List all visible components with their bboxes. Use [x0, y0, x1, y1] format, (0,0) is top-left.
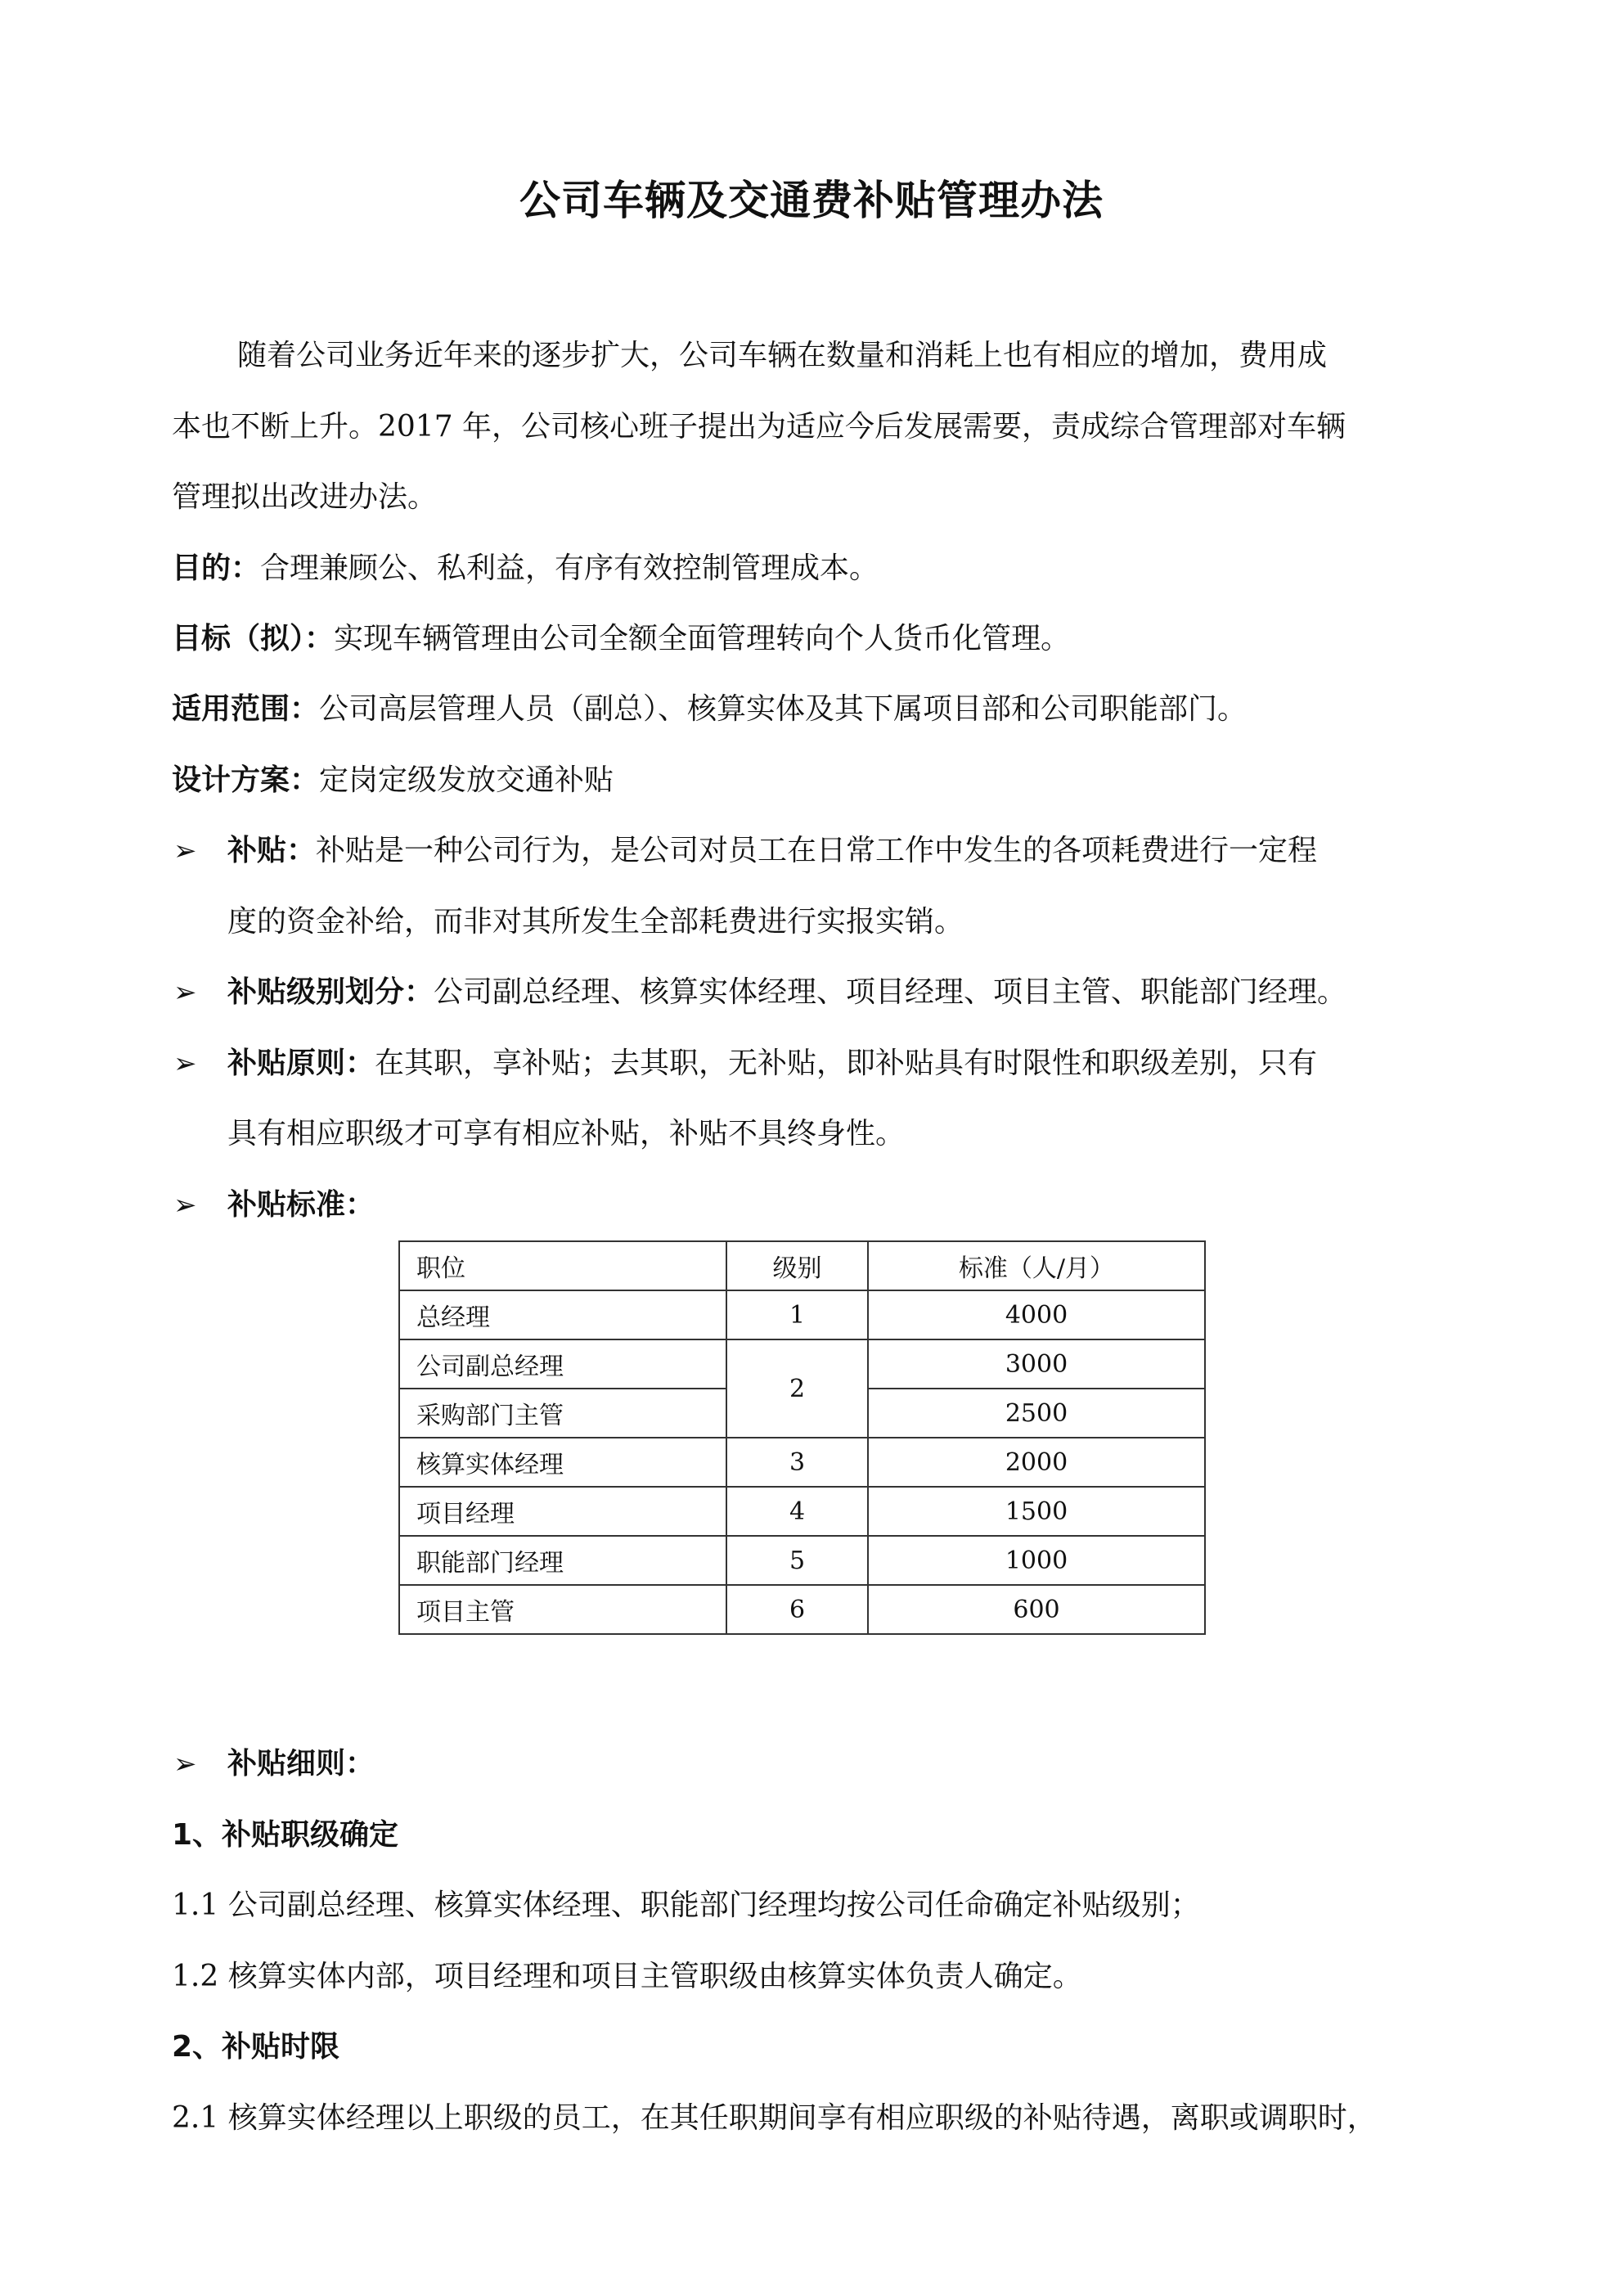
scope-label: 适用范围： — [172, 692, 320, 726]
cell-level: 6 — [726, 1585, 868, 1634]
cell-position: 采购部门主管 — [399, 1389, 726, 1438]
cell-standard: 2000 — [868, 1438, 1205, 1487]
subsidy-paragraph — [227, 831, 1471, 871]
standard-label: 补贴标准： — [227, 1188, 375, 1222]
subsidy-text-line-2: 度的资金补给，而非对其所发生全部耗费进行实报实销。 — [227, 905, 964, 939]
header-position: 职位 — [399, 1241, 726, 1290]
cell-position: 项目经理 — [399, 1487, 726, 1536]
table-row — [399, 1536, 1205, 1585]
section1-heading: 1、补贴职级确定 — [172, 1818, 399, 1852]
section1-item-1: 1.1 公司副总经理、核算实体经理、职能部门经理均按公司任命确定补贴级别； — [172, 1889, 1200, 1922]
cell-level-merged: 2 — [726, 1339, 868, 1438]
cell-standard: 2500 — [868, 1389, 1205, 1438]
cell-position: 公司副总经理 — [399, 1339, 726, 1389]
bullet-arrow-icon: ➢ — [173, 1189, 197, 1222]
header-level: 级别 — [726, 1241, 868, 1290]
document-title: 公司车辆及交通费补贴管理办法 — [519, 177, 1104, 224]
table-row — [399, 1438, 1205, 1487]
cell-standard: 1500 — [868, 1487, 1205, 1536]
goal-label: 目标（拟）： — [172, 622, 335, 655]
table-row — [399, 1585, 1205, 1634]
cell-standard: 1000 — [868, 1536, 1205, 1585]
levels-paragraph — [227, 973, 1471, 1012]
rules-heading — [227, 1745, 1471, 1784]
purpose-paragraph — [172, 549, 1464, 588]
scope-text: 公司高层管理人员（副总）、核算实体及其下属项目部和公司职能部门。 — [319, 692, 1248, 726]
header-standard: 标准（人/月） — [868, 1241, 1205, 1290]
purpose-text: 合理兼顾公、私利益，有序有效控制管理成本。 — [260, 551, 879, 585]
cell-level: 3 — [726, 1438, 868, 1487]
levels-text: 公司副总经理、核算实体经理、项目经理、项目主管、职能部门经理。 — [434, 975, 1347, 1009]
rules-label: 补贴细则： — [227, 1747, 375, 1781]
table-row — [399, 1290, 1205, 1339]
cell-position: 项目主管 — [399, 1585, 726, 1634]
cell-standard: 600 — [868, 1585, 1205, 1634]
design-text: 定岗定级发放交通补贴 — [319, 763, 614, 797]
section2-item-1: 2.1 核算实体经理以上职级的员工，在其任职期间享有相应职级的补贴待遇，离职或调职时， — [172, 2101, 1377, 2135]
principle-text-line-2: 具有相应职级才可享有相应补贴，补贴不具终身性。 — [227, 1117, 906, 1150]
intro-line-2: 本也不断上升。2017 年，公司核心班子提出为适应今后发展需要，责成综合管理部对车辆 — [172, 410, 1347, 443]
intro-line-1: 随着公司业务近年来的逐步扩大，公司车辆在数量和消耗上也有相应的增加，费用成 — [237, 339, 1328, 372]
goal-text: 实现车辆管理由公司全额全面管理转向个人货币化管理。 — [334, 622, 1071, 655]
cell-position: 核算实体经理 — [399, 1438, 726, 1487]
cell-level: 5 — [726, 1536, 868, 1585]
principle-paragraph — [227, 1044, 1471, 1083]
cell-position: 职能部门经理 — [399, 1536, 726, 1585]
bullet-arrow-icon: ➢ — [173, 835, 197, 867]
bullet-arrow-icon: ➢ — [173, 976, 197, 1009]
cell-level: 4 — [726, 1487, 868, 1536]
cell-position: 总经理 — [399, 1290, 726, 1339]
design-label: 设计方案： — [172, 763, 320, 797]
cell-standard: 4000 — [868, 1290, 1205, 1339]
design-paragraph — [172, 761, 1464, 800]
section1-item-2: 1.2 核算实体内部，项目经理和项目主管职级由核算实体负责人确定。 — [172, 1960, 1082, 1993]
subsidy-text-line-1: 补贴是一种公司行为，是公司对员工在日常工作中发生的各项耗费进行一定程 — [316, 834, 1318, 867]
intro-line-3: 管理拟出改进办法。 — [172, 480, 438, 514]
standard-heading — [227, 1186, 1471, 1225]
cell-level: 1 — [726, 1290, 868, 1339]
goal-paragraph — [172, 619, 1464, 659]
table-header-row — [399, 1241, 1205, 1290]
section2-heading: 2、补贴时限 — [172, 2030, 340, 2064]
subsidy-label: 补贴： — [227, 834, 317, 867]
principle-text-line-1: 在其职，享补贴；去其职，无补贴，即补贴具有时限性和职级差别，只有 — [375, 1047, 1318, 1080]
purpose-label: 目的： — [172, 551, 261, 585]
levels-label: 补贴级别划分： — [227, 975, 434, 1009]
subsidy-standard-table — [398, 1240, 1206, 1635]
cell-standard: 3000 — [868, 1339, 1205, 1389]
scope-paragraph — [172, 690, 1464, 729]
table-row — [399, 1339, 1205, 1389]
principle-label: 补贴原则： — [227, 1047, 375, 1080]
table-row — [399, 1487, 1205, 1536]
bullet-arrow-icon: ➢ — [173, 1748, 197, 1781]
bullet-arrow-icon: ➢ — [173, 1047, 197, 1080]
